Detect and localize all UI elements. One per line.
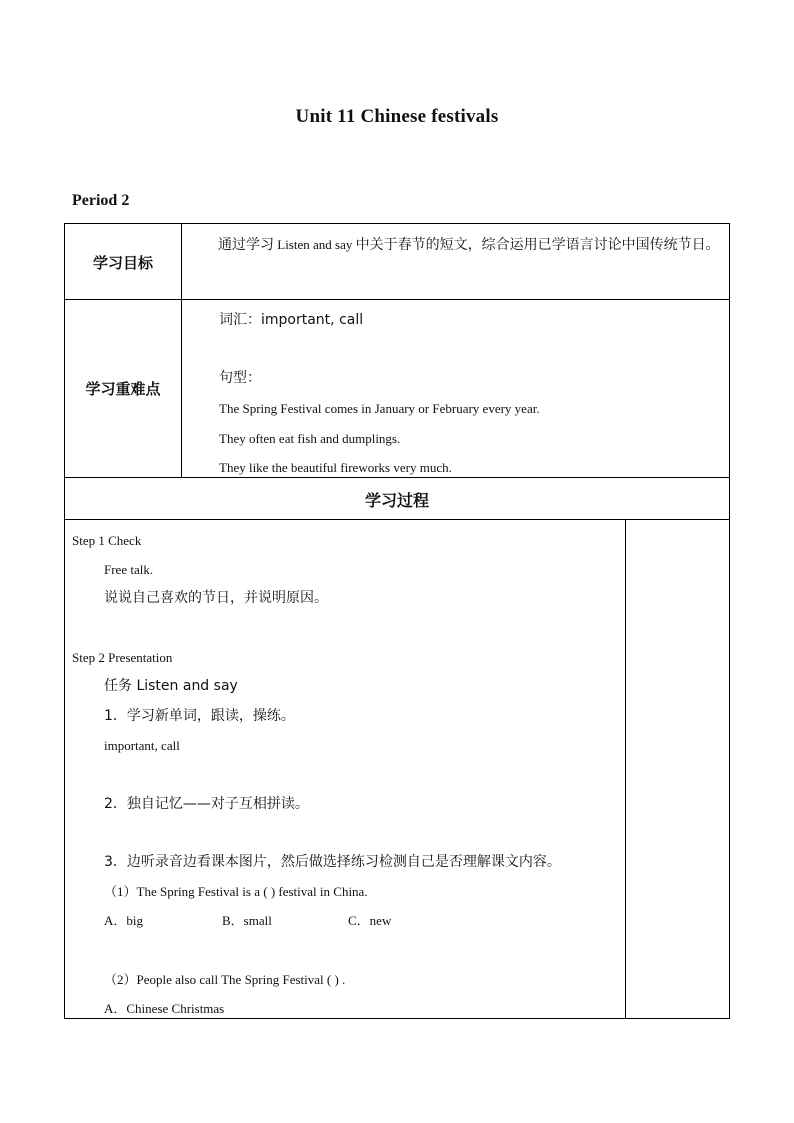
page-title: Unit 11 Chinese festivals	[295, 106, 499, 127]
task-listen: 任务 Listen and say	[104, 678, 238, 694]
sentence-1: The Spring Festival comes in January or February every year.	[219, 401, 540, 416]
goal-text-cn1: 通过学习	[218, 237, 274, 253]
question-1: （1）The Spring Festival is a ( ) festival in China.	[104, 884, 368, 899]
item2: 2．独自记忆——对子互相拼读。	[104, 796, 309, 812]
step1-heading: Step 1 Check	[72, 533, 142, 548]
vocab-line	[219, 312, 363, 328]
period-heading: Period 2	[72, 192, 130, 209]
step2-heading: Step 2 Presentation	[72, 650, 173, 665]
item3: 3．边听录音边看课本图片，然后做选择练习检测自己是否理解课文内容。	[104, 854, 561, 870]
item1: 1．学习新单词，跟读，操练。	[104, 708, 295, 724]
pattern-label: 句型：	[219, 370, 261, 386]
table-border-left	[64, 223, 65, 1019]
q2-option-a: A．Chinese Christmas	[104, 1001, 225, 1016]
question-2: （2）People also call The Spring Festival ( ) .	[104, 972, 346, 987]
sentence-2: They often eat fish and dumplings.	[219, 431, 401, 446]
goal-label: 学习目标	[92, 254, 153, 272]
step1-task: 说说自己喜欢的节日，并说明原因。	[104, 590, 328, 606]
q1-option-c: C．new	[348, 913, 392, 928]
vocab-text: 词汇：important, call	[219, 312, 364, 328]
free-talk: Free talk.	[104, 562, 154, 577]
table-border-top	[64, 223, 730, 224]
notes-column-divider	[625, 519, 626, 1019]
sentence-3: They like the beautiful fireworks very much.	[219, 460, 452, 475]
q1-option-b: B．small	[222, 913, 272, 928]
goal-text	[188, 230, 724, 260]
item1-words: important, call	[104, 738, 180, 753]
key-points-label: 学习重难点	[85, 380, 161, 398]
process-header: 学习过程	[364, 490, 429, 510]
label-column-divider	[181, 223, 182, 477]
row-divider-1	[64, 299, 730, 300]
q1-option-a: A．big	[104, 913, 144, 928]
goal-text-cn2: 中关于春节的短文，综合运用已学语言讨论中国传统节日。	[355, 237, 720, 253]
goal-text-en: Listen and say	[274, 237, 356, 252]
table-border-bottom	[64, 1018, 730, 1019]
table-border-right	[729, 223, 730, 1019]
